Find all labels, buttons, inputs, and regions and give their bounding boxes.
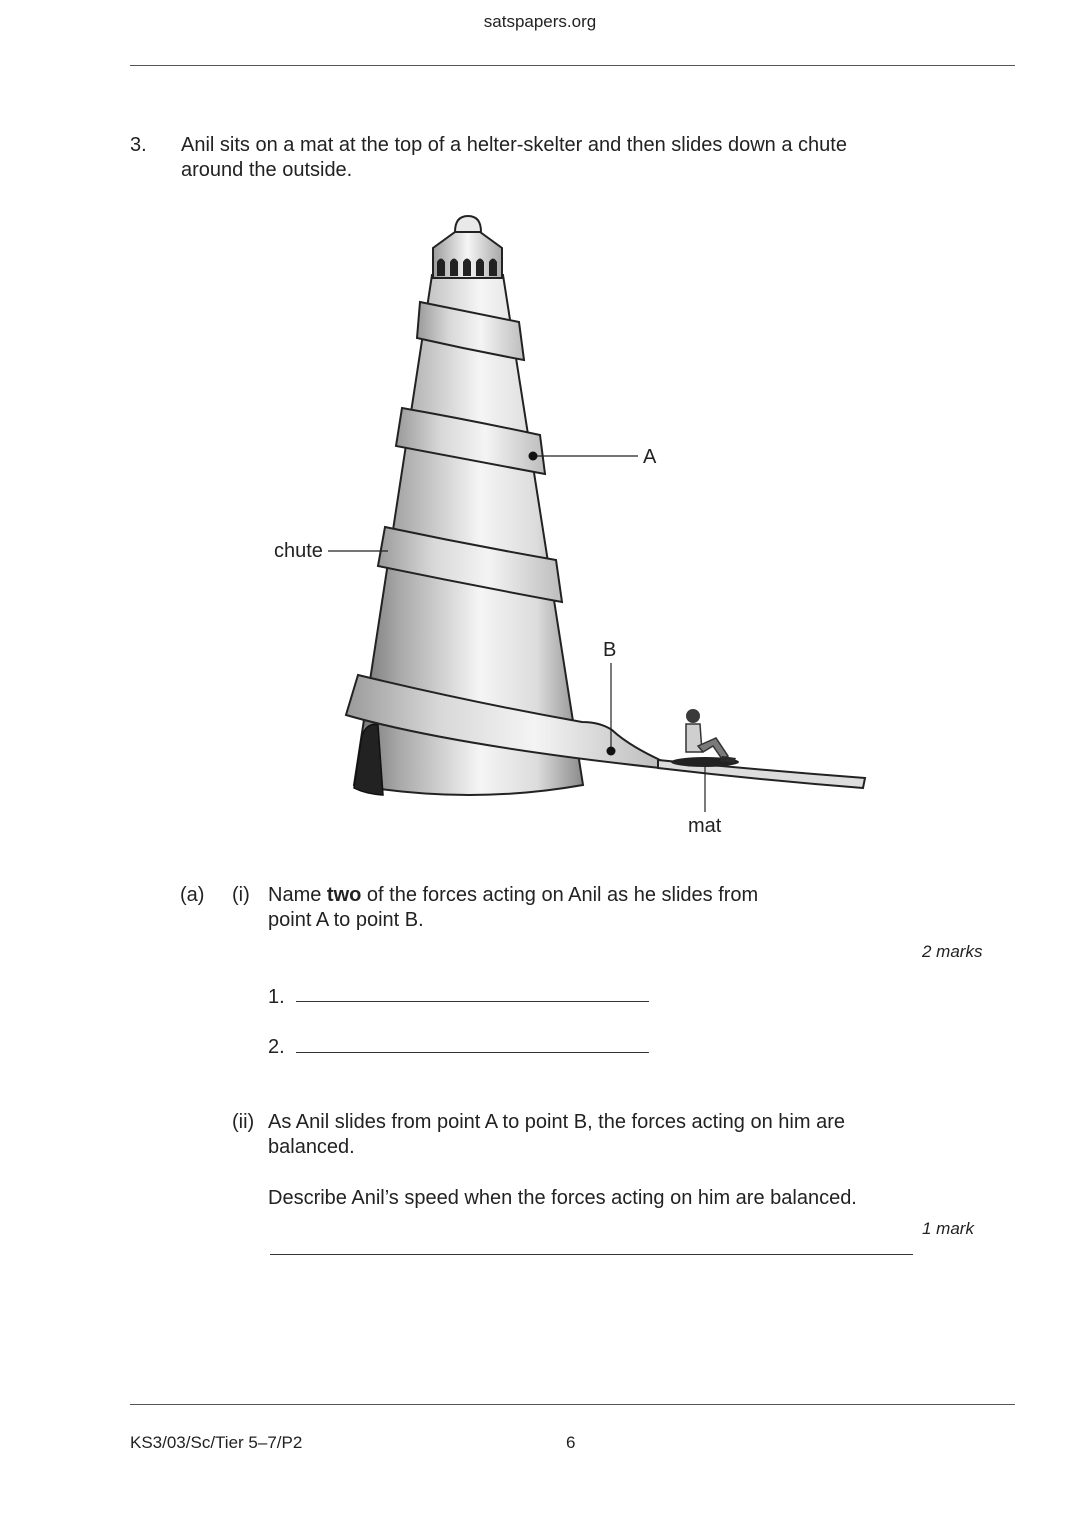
part-a-i-line2: point A to point B. — [268, 909, 424, 931]
page-number: 6 — [566, 1433, 576, 1452]
site-header: satspapers.org — [483, 12, 597, 31]
part-a-i-text-post: of the forces acting on Anil as he slides from — [361, 884, 759, 906]
label-b: B — [603, 639, 617, 661]
part-a-ii-marks: 1 mark — [922, 1219, 974, 1238]
label-mat: mat — [688, 815, 722, 837]
answer-2-line[interactable] — [296, 1052, 649, 1053]
question-intro-line2: around the outside. — [181, 159, 353, 181]
question-number: 3. — [130, 134, 147, 156]
part-a-label: (a) — [180, 884, 205, 906]
label-a: A — [643, 446, 657, 468]
part-a-ii-line2: balanced. — [268, 1136, 355, 1158]
answer-1-label: 1. — [268, 986, 285, 1008]
anil-figure — [686, 709, 736, 763]
tower-top-dome — [455, 216, 481, 232]
point-b-marker — [607, 747, 616, 756]
part-a-ii-prompt: Describe Anil’s speed when the forces acting on him are balanced. — [268, 1187, 857, 1209]
part-a-i-line1 — [268, 883, 758, 908]
part-a-ii-question — [268, 1110, 845, 1160]
point-a-marker — [529, 452, 538, 461]
label-chute: chute — [274, 540, 323, 562]
part-a-i-question — [268, 883, 758, 933]
tower-door — [354, 724, 383, 795]
answer-1-line[interactable] — [296, 1001, 649, 1002]
question-intro-line1: Anil sits on a mat at the top of a helter-skelter and then slides down a chute — [181, 134, 847, 156]
answer-2-label: 2. — [268, 1036, 285, 1058]
answer-ii-line[interactable] — [270, 1254, 913, 1255]
part-a-i-marks: 2 marks — [922, 942, 983, 961]
part-a-i-label: (i) — [232, 884, 250, 906]
footer-divider — [130, 1404, 1015, 1405]
part-a-ii-label: (ii) — [232, 1111, 255, 1133]
footer-code: KS3/03/Sc/Tier 5–7/P2 — [130, 1433, 303, 1452]
part-a-i-text-bold: two — [326, 884, 362, 906]
part-a-i-text-pre: Name — [268, 884, 327, 906]
part-a-ii-line1: As Anil slides from point A to point B, the forces acting on him are — [268, 1111, 845, 1133]
